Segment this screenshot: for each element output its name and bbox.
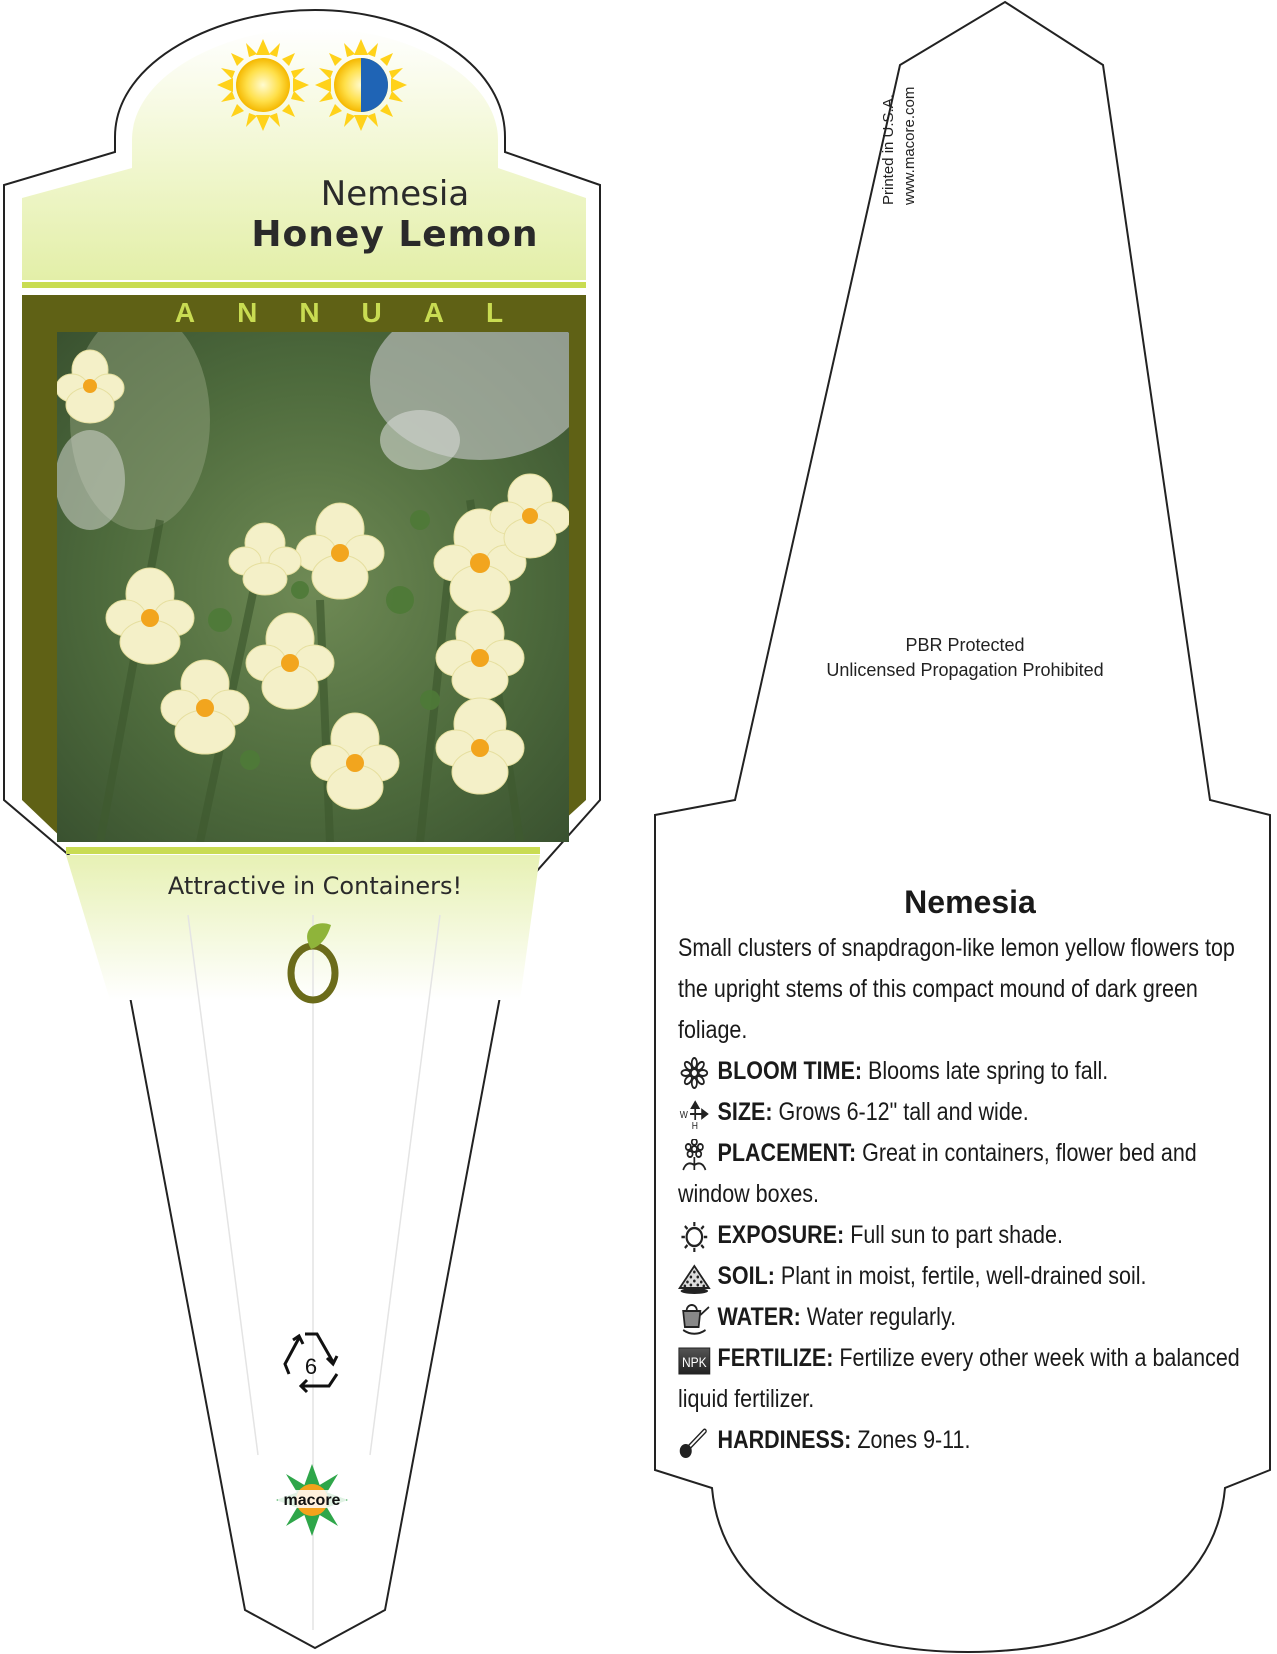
recycle-code: 6 [304, 1354, 318, 1379]
back-title: Nemesia [904, 884, 1036, 920]
flower-icon [678, 1057, 711, 1089]
header-divider [22, 282, 586, 288]
attr-water [678, 1297, 1246, 1338]
plant-description: Small clusters of snapdragon-like lemon yellow flowers top the upright stems of this compact mound of dark green foliage. [678, 934, 1235, 1044]
common-name: Nemesia [320, 174, 470, 214]
printed-info [878, 5, 920, 205]
attr-value: Great in containers, flower bed and window boxes. [678, 1139, 1197, 1208]
attr-label: SIZE: [717, 1098, 773, 1126]
attr-fertilize [678, 1338, 1246, 1420]
attr-label: FERTILIZE: [717, 1344, 834, 1372]
attr-hardiness [678, 1420, 1246, 1461]
npk-icon [678, 1344, 711, 1376]
thermometer-icon [678, 1426, 711, 1458]
attr-value: Plant in moist, fertile, well-drained soil. [780, 1262, 1147, 1290]
svg-text:H: H [691, 1120, 698, 1130]
svg-text:NPK: NPK [681, 1354, 707, 1371]
svg-text:W: W [679, 1109, 688, 1121]
pbr-notice [760, 633, 1170, 683]
attr-label: BLOOM TIME: [717, 1057, 863, 1085]
soil-pile-icon [678, 1262, 711, 1294]
tagline: Attractive in Containers! [167, 872, 463, 900]
placement-flower-icon [678, 1139, 711, 1171]
printed-line: Printed in U.S.A. [880, 94, 897, 205]
brand-name: macore [283, 1492, 341, 1509]
sun-outline-icon [678, 1221, 711, 1253]
attr-size [678, 1092, 1246, 1133]
attr-value: Blooms late spring to fall. [868, 1057, 1109, 1085]
attr-soil [678, 1256, 1246, 1297]
attr-label: HARDINESS: [717, 1426, 852, 1454]
watering-can-icon [678, 1303, 711, 1335]
propagation-line: Unlicensed Propagation Prohibited [826, 660, 1104, 680]
attr-label: SOIL: [717, 1262, 775, 1290]
attr-value: Full sun to part shade. [850, 1221, 1063, 1249]
attr-placement [678, 1133, 1246, 1215]
website-line: www.macore.com [901, 86, 918, 205]
attr-label: PLACEMENT: [717, 1139, 857, 1167]
attr-label: EXPOSURE: [717, 1221, 845, 1249]
lower-divider [66, 847, 540, 854]
attr-exposure [678, 1215, 1246, 1256]
size-arrows-icon [678, 1098, 711, 1130]
nemesia-flowers-photo [55, 300, 590, 842]
attr-bloom-time [678, 1051, 1246, 1092]
pbr-line: PBR Protected [905, 635, 1025, 655]
attr-value: Grows 6-12" tall and wide. [778, 1098, 1029, 1126]
attr-label: WATER: [717, 1303, 801, 1331]
plant-type-label: ANNUAL [174, 297, 546, 328]
cultivar-name: Honey Lemon [251, 214, 539, 255]
attr-value: Fertilize every other week with a balanced liquid fertilizer. [678, 1344, 1240, 1413]
care-info [678, 928, 1246, 1461]
attr-value: Water regularly. [806, 1303, 957, 1331]
attr-value: Zones 9-11. [857, 1426, 971, 1454]
